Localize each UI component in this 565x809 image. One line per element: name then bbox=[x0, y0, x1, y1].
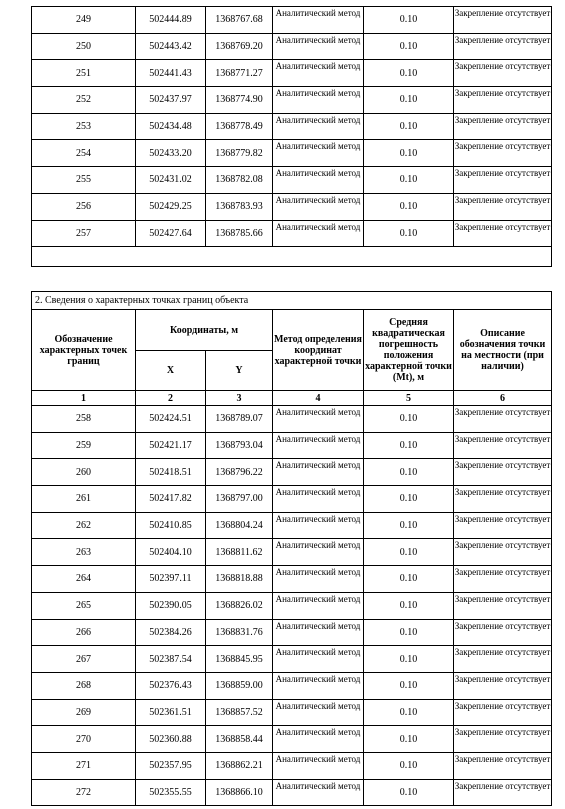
table-row bbox=[32, 486, 552, 513]
description-cell: Закрепление отсутствует bbox=[454, 220, 552, 247]
description-cell: Закрепление отсутствует bbox=[454, 646, 552, 673]
coord-y: 1368826.02 bbox=[206, 592, 273, 619]
method-cell: Аналитический метод bbox=[273, 459, 364, 486]
description-cell: Закрепление отсутствует bbox=[454, 512, 552, 539]
mt-cell: 0.10 bbox=[364, 87, 454, 114]
mt-cell: 0.10 bbox=[364, 512, 454, 539]
point-number: 261 bbox=[32, 486, 136, 513]
point-number: 268 bbox=[32, 672, 136, 699]
point-number: 260 bbox=[32, 459, 136, 486]
coord-x: 502355.55 bbox=[136, 779, 206, 806]
method-cell: Аналитический метод bbox=[273, 432, 364, 459]
coord-y: 1368783.93 bbox=[206, 193, 273, 220]
coord-x: 502390.05 bbox=[136, 592, 206, 619]
coord-y: 1368804.24 bbox=[206, 512, 273, 539]
coord-x: 502434.48 bbox=[136, 113, 206, 140]
mt-cell: 0.10 bbox=[364, 432, 454, 459]
coord-x: 502418.51 bbox=[136, 459, 206, 486]
table-row bbox=[32, 220, 552, 247]
header-y: Y bbox=[206, 351, 273, 391]
mt-cell: 0.10 bbox=[364, 167, 454, 194]
col-number: 2 bbox=[136, 391, 206, 406]
description-cell: Закрепление отсутствует bbox=[454, 619, 552, 646]
header-coords: Координаты, м bbox=[136, 310, 273, 351]
coord-x: 502360.88 bbox=[136, 726, 206, 753]
coord-y: 1368778.49 bbox=[206, 113, 273, 140]
coord-x: 502404.10 bbox=[136, 539, 206, 566]
table-row bbox=[32, 699, 552, 726]
coord-x: 502424.51 bbox=[136, 406, 206, 433]
table-row bbox=[32, 193, 552, 220]
coord-y: 1368818.88 bbox=[206, 566, 273, 593]
table-row bbox=[32, 87, 552, 114]
table-footer-row bbox=[32, 247, 552, 267]
method-cell: Аналитический метод bbox=[273, 220, 364, 247]
coord-y: 1368796.22 bbox=[206, 459, 273, 486]
coord-y: 1368767.68 bbox=[206, 7, 273, 34]
section-title-row bbox=[32, 292, 552, 310]
col-number: 6 bbox=[454, 391, 552, 406]
description-cell: Закрепление отсутствует bbox=[454, 592, 552, 619]
mt-cell: 0.10 bbox=[364, 459, 454, 486]
col-number: 4 bbox=[273, 391, 364, 406]
method-cell: Аналитический метод bbox=[273, 619, 364, 646]
description-cell: Закрепление отсутствует bbox=[454, 33, 552, 60]
coord-x: 502376.43 bbox=[136, 672, 206, 699]
table-row bbox=[32, 646, 552, 673]
table-row bbox=[32, 406, 552, 433]
table-row bbox=[32, 512, 552, 539]
table-row bbox=[32, 539, 552, 566]
table-row bbox=[32, 7, 552, 34]
method-cell: Аналитический метод bbox=[273, 779, 364, 806]
description-cell: Закрепление отсутствует bbox=[454, 432, 552, 459]
coord-x: 502384.26 bbox=[136, 619, 206, 646]
description-cell: Закрепление отсутствует bbox=[454, 60, 552, 87]
method-cell: Аналитический метод bbox=[273, 699, 364, 726]
point-number: 253 bbox=[32, 113, 136, 140]
method-cell: Аналитический метод bbox=[273, 512, 364, 539]
mt-cell: 0.10 bbox=[364, 619, 454, 646]
point-number: 266 bbox=[32, 619, 136, 646]
coord-x: 502433.20 bbox=[136, 140, 206, 167]
mt-cell: 0.10 bbox=[364, 33, 454, 60]
table-row bbox=[32, 592, 552, 619]
coord-y: 1368797.00 bbox=[206, 486, 273, 513]
point-number: 257 bbox=[32, 220, 136, 247]
coord-x: 502437.97 bbox=[136, 87, 206, 114]
method-cell: Аналитический метод bbox=[273, 752, 364, 779]
table-row bbox=[32, 459, 552, 486]
method-cell: Аналитический метод bbox=[273, 167, 364, 194]
mt-cell: 0.10 bbox=[364, 140, 454, 167]
mt-cell: 0.10 bbox=[364, 726, 454, 753]
table-row bbox=[32, 619, 552, 646]
method-cell: Аналитический метод bbox=[273, 33, 364, 60]
mt-cell: 0.10 bbox=[364, 566, 454, 593]
point-number: 258 bbox=[32, 406, 136, 433]
coord-y: 1368862.21 bbox=[206, 752, 273, 779]
description-cell: Закрепление отсутствует bbox=[454, 406, 552, 433]
section-title: 2. Сведения о характерных точках границ объекта bbox=[32, 292, 552, 310]
description-cell: Закрепление отсутствует bbox=[454, 140, 552, 167]
method-cell: Аналитический метод bbox=[273, 646, 364, 673]
mt-cell: 0.10 bbox=[364, 699, 454, 726]
coord-y: 1368774.90 bbox=[206, 87, 273, 114]
description-cell: Закрепление отсутствует bbox=[454, 539, 552, 566]
header-row bbox=[32, 310, 552, 351]
point-number: 254 bbox=[32, 140, 136, 167]
description-cell: Закрепление отсутствует bbox=[454, 7, 552, 34]
col-number: 3 bbox=[206, 391, 273, 406]
coord-x: 502431.02 bbox=[136, 167, 206, 194]
description-cell: Закрепление отсутствует bbox=[454, 566, 552, 593]
method-cell: Аналитический метод bbox=[273, 539, 364, 566]
coord-x: 502421.17 bbox=[136, 432, 206, 459]
description-cell: Закрепление отсутствует bbox=[454, 113, 552, 140]
mt-cell: 0.10 bbox=[364, 113, 454, 140]
mt-cell: 0.10 bbox=[364, 539, 454, 566]
table-row bbox=[32, 33, 552, 60]
method-cell: Аналитический метод bbox=[273, 486, 364, 513]
coord-x: 502397.11 bbox=[136, 566, 206, 593]
description-cell: Закрепление отсутствует bbox=[454, 672, 552, 699]
method-cell: Аналитический метод bbox=[273, 672, 364, 699]
coord-y: 1368811.62 bbox=[206, 539, 273, 566]
table-row bbox=[32, 779, 552, 806]
coord-x: 502357.95 bbox=[136, 752, 206, 779]
method-cell: Аналитический метод bbox=[273, 87, 364, 114]
description-cell: Закрепление отсутствует bbox=[454, 87, 552, 114]
coord-y: 1368782.08 bbox=[206, 167, 273, 194]
coord-y: 1368831.76 bbox=[206, 619, 273, 646]
method-cell: Аналитический метод bbox=[273, 592, 364, 619]
mt-cell: 0.10 bbox=[364, 7, 454, 34]
coord-y: 1368858.44 bbox=[206, 726, 273, 753]
coord-x: 502441.43 bbox=[136, 60, 206, 87]
mt-cell: 0.10 bbox=[364, 486, 454, 513]
coord-y: 1368857.52 bbox=[206, 699, 273, 726]
mt-cell: 0.10 bbox=[364, 592, 454, 619]
point-number: 271 bbox=[32, 752, 136, 779]
header-mt: Средняя квадратическая погрешность положения характерной точки (Mt), м bbox=[364, 310, 454, 391]
point-number: 269 bbox=[32, 699, 136, 726]
mt-cell: 0.10 bbox=[364, 406, 454, 433]
coordinates-table-continued bbox=[31, 6, 552, 267]
method-cell: Аналитический метод bbox=[273, 113, 364, 140]
header-point: Обозначение характерных точек границ bbox=[32, 310, 136, 391]
method-cell: Аналитический метод bbox=[273, 566, 364, 593]
point-number: 272 bbox=[32, 779, 136, 806]
mt-cell: 0.10 bbox=[364, 672, 454, 699]
mt-cell: 0.10 bbox=[364, 752, 454, 779]
coord-x: 502361.51 bbox=[136, 699, 206, 726]
col-number: 1 bbox=[32, 391, 136, 406]
coord-y: 1368771.27 bbox=[206, 60, 273, 87]
method-cell: Аналитический метод bbox=[273, 140, 364, 167]
coord-x: 502410.85 bbox=[136, 512, 206, 539]
table-row bbox=[32, 167, 552, 194]
boundary-points-table bbox=[31, 291, 552, 806]
coord-y: 1368779.82 bbox=[206, 140, 273, 167]
point-number: 249 bbox=[32, 7, 136, 34]
table-row bbox=[32, 113, 552, 140]
coord-y: 1368845.95 bbox=[206, 646, 273, 673]
coord-y: 1368866.10 bbox=[206, 779, 273, 806]
point-number: 270 bbox=[32, 726, 136, 753]
description-cell: Закрепление отсутствует bbox=[454, 167, 552, 194]
table-row bbox=[32, 60, 552, 87]
description-cell: Закрепление отсутствует bbox=[454, 779, 552, 806]
description-cell: Закрепление отсутствует bbox=[454, 193, 552, 220]
point-number: 255 bbox=[32, 167, 136, 194]
point-number: 250 bbox=[32, 33, 136, 60]
point-number: 259 bbox=[32, 432, 136, 459]
table-row bbox=[32, 140, 552, 167]
table-row bbox=[32, 566, 552, 593]
method-cell: Аналитический метод bbox=[273, 7, 364, 34]
table-row bbox=[32, 432, 552, 459]
header-desc: Описание обозначения точки на местности (при наличии) bbox=[454, 310, 552, 391]
coord-y: 1368789.07 bbox=[206, 406, 273, 433]
point-number: 263 bbox=[32, 539, 136, 566]
method-cell: Аналитический метод bbox=[273, 60, 364, 87]
coord-x: 502427.64 bbox=[136, 220, 206, 247]
col-number: 5 bbox=[364, 391, 454, 406]
point-number: 262 bbox=[32, 512, 136, 539]
method-cell: Аналитический метод bbox=[273, 193, 364, 220]
column-numbers-row bbox=[32, 391, 552, 406]
point-number: 267 bbox=[32, 646, 136, 673]
point-number: 252 bbox=[32, 87, 136, 114]
header-x: X bbox=[136, 351, 206, 391]
point-number: 256 bbox=[32, 193, 136, 220]
coord-y: 1368859.00 bbox=[206, 672, 273, 699]
coord-x: 502443.42 bbox=[136, 33, 206, 60]
header-method: Метод определения координат характерной точки bbox=[273, 310, 364, 391]
point-number: 264 bbox=[32, 566, 136, 593]
description-cell: Закрепление отсутствует bbox=[454, 699, 552, 726]
method-cell: Аналитический метод bbox=[273, 406, 364, 433]
mt-cell: 0.10 bbox=[364, 779, 454, 806]
method-cell: Аналитический метод bbox=[273, 726, 364, 753]
coord-y: 1368793.04 bbox=[206, 432, 273, 459]
table-row bbox=[32, 672, 552, 699]
mt-cell: 0.10 bbox=[364, 193, 454, 220]
coord-x: 502417.82 bbox=[136, 486, 206, 513]
table-row bbox=[32, 726, 552, 753]
mt-cell: 0.10 bbox=[364, 60, 454, 87]
point-number: 265 bbox=[32, 592, 136, 619]
mt-cell: 0.10 bbox=[364, 646, 454, 673]
description-cell: Закрепление отсутствует bbox=[454, 752, 552, 779]
coord-x: 502444.89 bbox=[136, 7, 206, 34]
description-cell: Закрепление отсутствует bbox=[454, 459, 552, 486]
coord-x: 502429.25 bbox=[136, 193, 206, 220]
coord-x: 502387.54 bbox=[136, 646, 206, 673]
coord-y: 1368785.66 bbox=[206, 220, 273, 247]
description-cell: Закрепление отсутствует bbox=[454, 726, 552, 753]
table-row bbox=[32, 752, 552, 779]
coord-y: 1368769.20 bbox=[206, 33, 273, 60]
point-number: 251 bbox=[32, 60, 136, 87]
mt-cell: 0.10 bbox=[364, 220, 454, 247]
description-cell: Закрепление отсутствует bbox=[454, 486, 552, 513]
